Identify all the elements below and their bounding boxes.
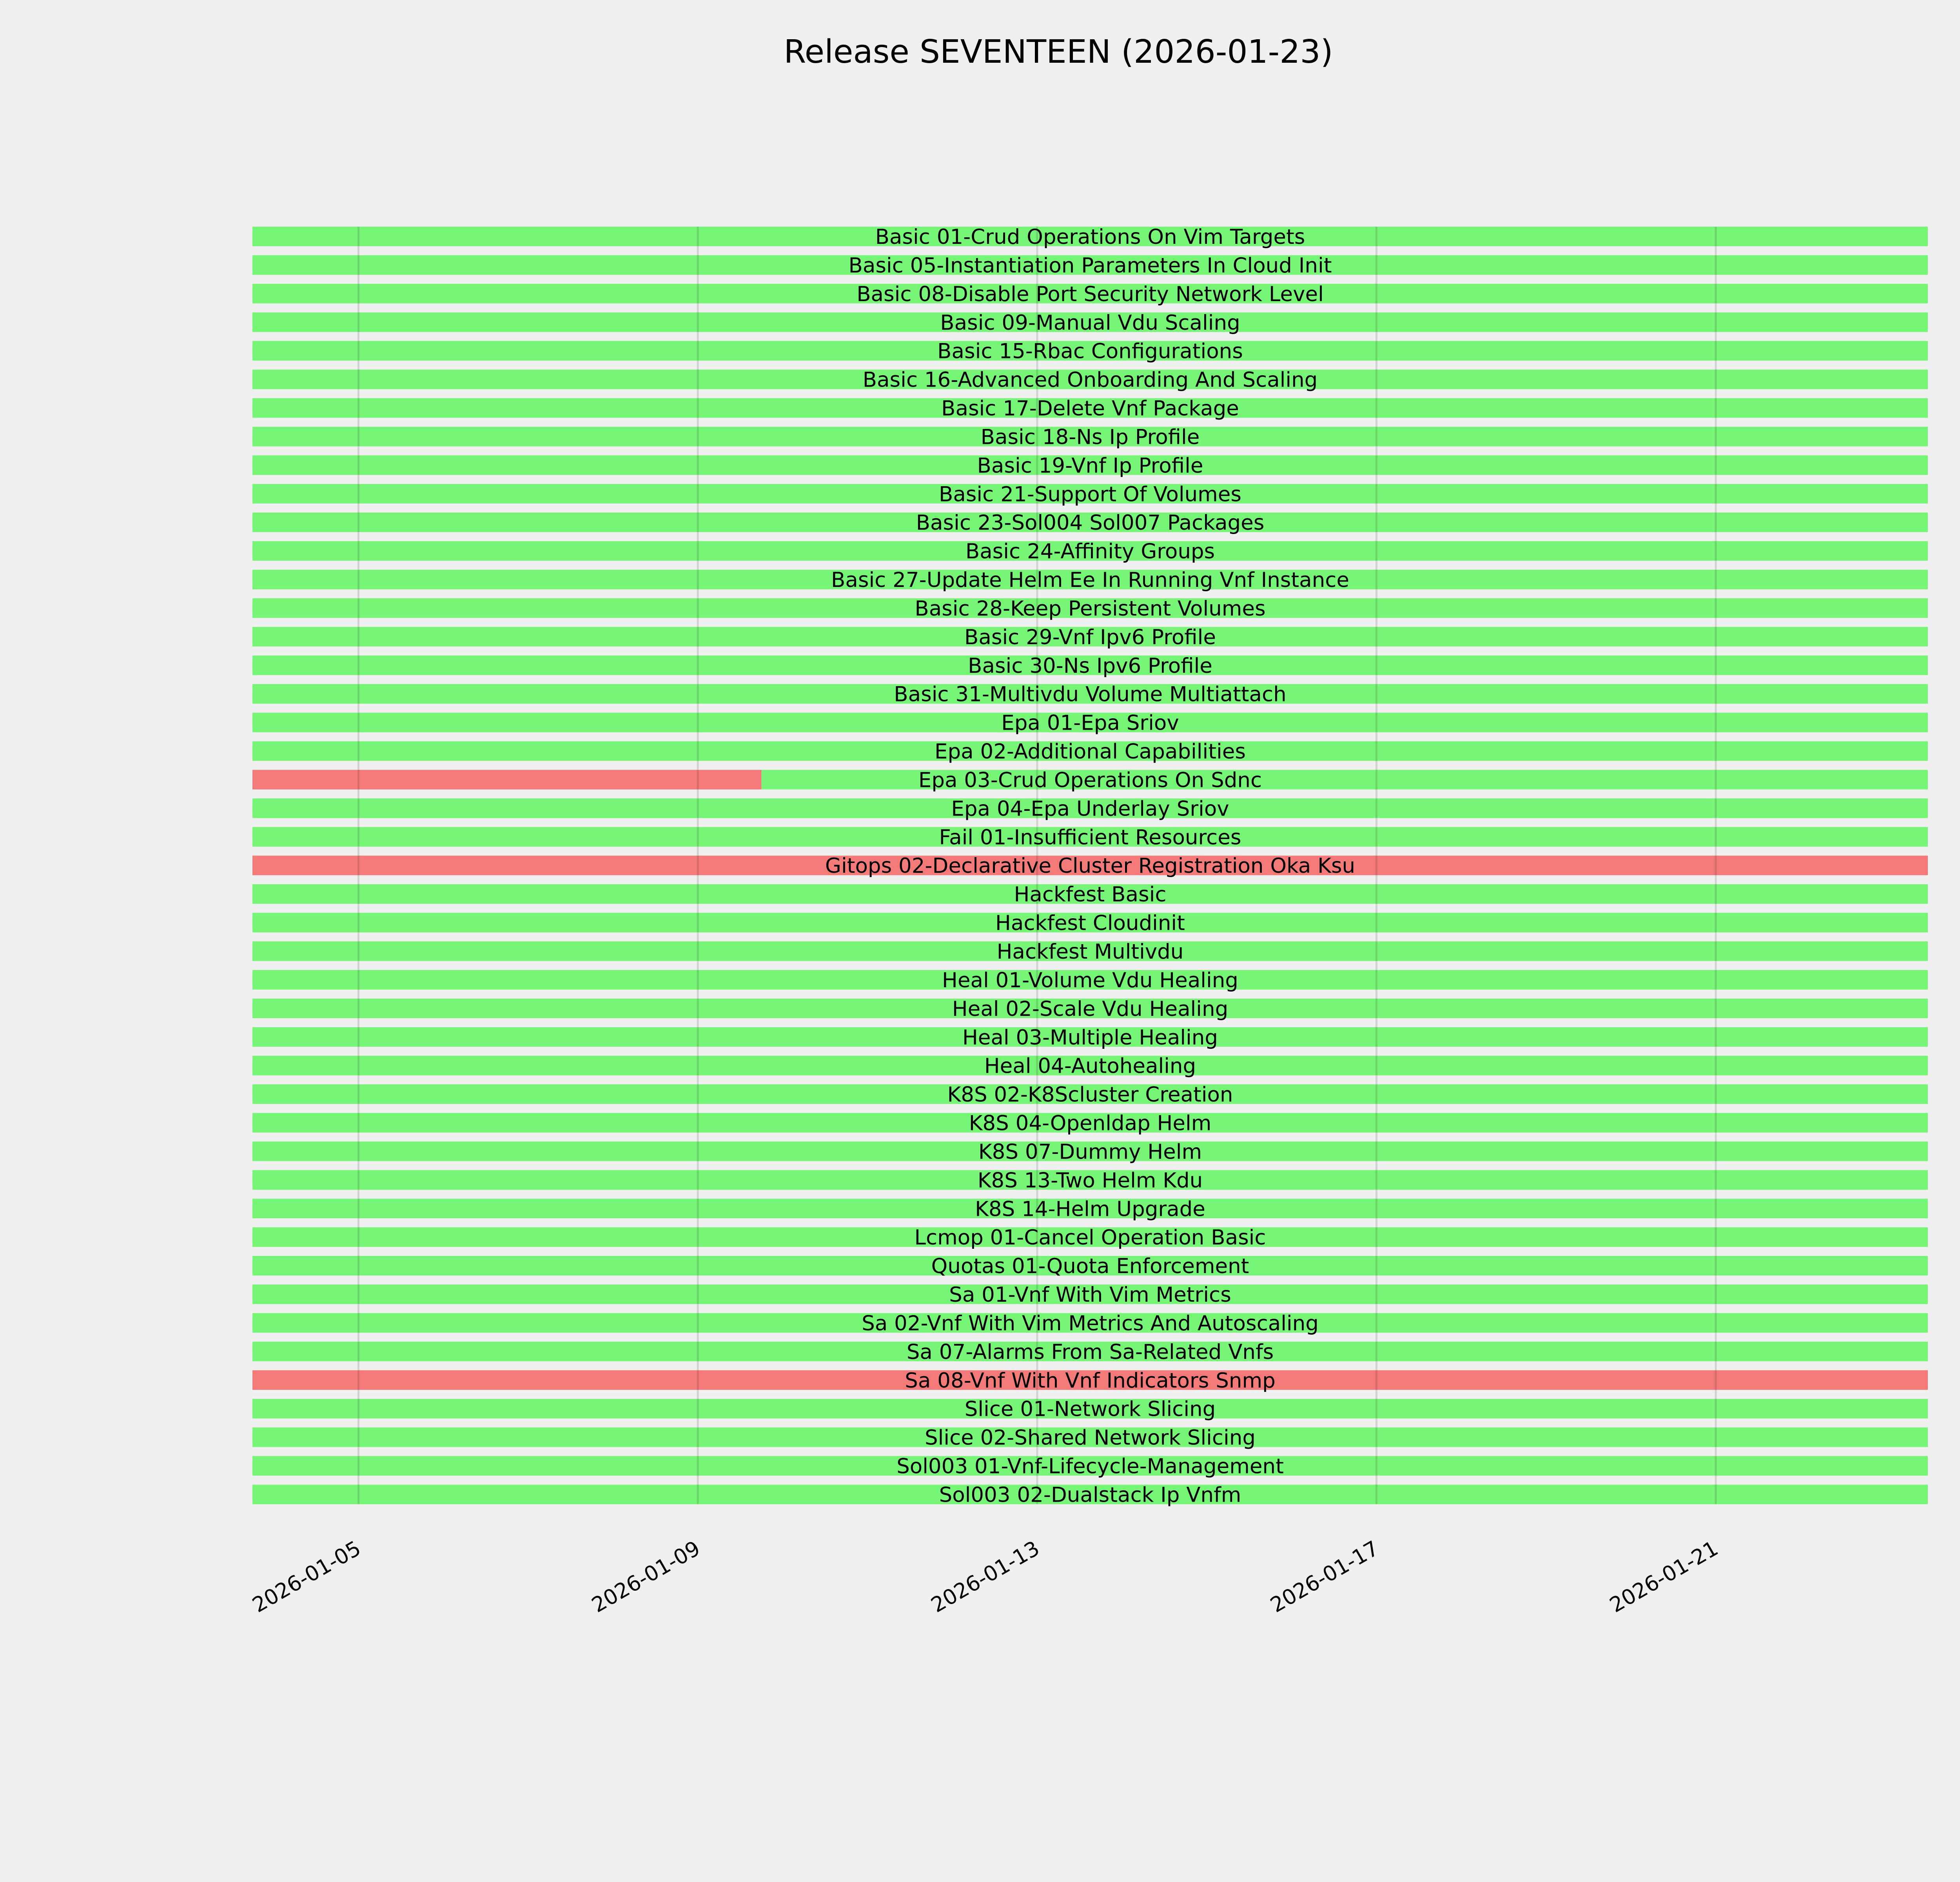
task-label: Hackfest Multivdu [996, 940, 1184, 964]
task-label: Sa 02-Vnf With Vim Metrics And Autoscaling [862, 1311, 1319, 1335]
x-tick-label: 2026-01-09 [588, 1536, 704, 1618]
task-label: Basic 18-Ns Ip Profile [980, 425, 1200, 449]
task-label: Heal 04-Autohealing [984, 1054, 1196, 1078]
task-label: Basic 23-Sol004 Sol007 Packages [916, 511, 1265, 535]
task-label: Basic 16-Advanced Onboarding And Scaling [862, 368, 1318, 392]
x-tick-label: 2026-01-13 [927, 1536, 1044, 1618]
task-label: Basic 19-Vnf Ip Profile [977, 454, 1203, 478]
x-tick-label: 2026-01-05 [248, 1536, 365, 1618]
task-label: Basic 21-Support Of Volumes [938, 482, 1242, 507]
task-label: Lcmop 01-Cancel Operation Basic [914, 1226, 1266, 1250]
task-label: K8S 02-K8Scluster Creation [947, 1083, 1233, 1107]
task-label: Heal 03-Multiple Healing [962, 1025, 1218, 1050]
task-label: Basic 05-Instantiation Parameters In Cloud Init [848, 253, 1332, 278]
task-label: Sol003 01-Vnf-Lifecycle-Management [897, 1454, 1284, 1479]
task-label: Basic 28-Keep Persistent Volumes [915, 596, 1266, 621]
task-label: Fail 01-Insufficient Resources [939, 825, 1241, 850]
task-label: Sa 07-Alarms From Sa-Related Vnfs [906, 1340, 1274, 1364]
task-label: Heal 01-Volume Vdu Healing [942, 968, 1238, 992]
task-label: K8S 14-Helm Upgrade [975, 1197, 1205, 1221]
task-label: Basic 15-Rbac Configurations [937, 339, 1243, 363]
task-label: Basic 24-Affinity Groups [965, 540, 1215, 564]
chart-title: Release SEVENTEEN (2026-01-23) [784, 33, 1333, 71]
x-tick-label: 2026-01-17 [1266, 1536, 1383, 1618]
task-label: Basic 09-Manual Vdu Scaling [940, 311, 1240, 335]
task-label: Quotas 01-Quota Enforcement [931, 1254, 1249, 1279]
task-label: Basic 30-Ns Ipv6 Profile [968, 654, 1212, 678]
task-label: Epa 01-Epa Sriov [1001, 711, 1179, 735]
task-label: K8S 07-Dummy Helm [978, 1140, 1202, 1164]
task-label: K8S 04-Openldap Helm [969, 1111, 1212, 1135]
task-label: Sol003 02-Dualstack Ip Vnfm [939, 1483, 1241, 1507]
task-bar-segment [252, 770, 761, 789]
task-label: Basic 31-Multivdu Volume Multiattach [894, 682, 1287, 707]
task-label: Hackfest Cloudinit [995, 911, 1185, 936]
task-label: Slice 02-Shared Network Slicing [924, 1426, 1256, 1450]
x-tick-label: 2026-01-21 [1606, 1536, 1722, 1618]
task-label: Hackfest Basic [1014, 883, 1167, 907]
task-label: Sa 01-Vnf With Vim Metrics [949, 1283, 1231, 1307]
task-label: Slice 01-Network Slicing [964, 1397, 1216, 1421]
task-label: Basic 08-Disable Port Security Network Level [857, 282, 1324, 306]
task-label: Basic 29-Vnf Ipv6 Profile [964, 625, 1216, 649]
task-label: Heal 02-Scale Vdu Healing [952, 997, 1229, 1021]
task-label: Basic 17-Delete Vnf Package [941, 396, 1239, 421]
task-label: Sa 08-Vnf With Vnf Indicators Snmp [905, 1368, 1276, 1393]
task-label: Epa 03-Crud Operations On Sdnc [918, 768, 1262, 792]
task-label: Basic 27-Update Helm Ee In Running Vnf Instance [831, 568, 1349, 592]
task-label: Gitops 02-Declarative Cluster Registration Oka Ksu [825, 854, 1356, 878]
task-label: Epa 04-Epa Underlay Sriov [951, 797, 1229, 821]
task-label: K8S 13-Two Helm Kdu [977, 1168, 1203, 1193]
x-axis-ticks [249, 1536, 1722, 1617]
task-label: Basic 01-Crud Operations On Vim Targets [875, 225, 1305, 249]
task-label: Epa 02-Additional Capabilities [935, 739, 1246, 764]
